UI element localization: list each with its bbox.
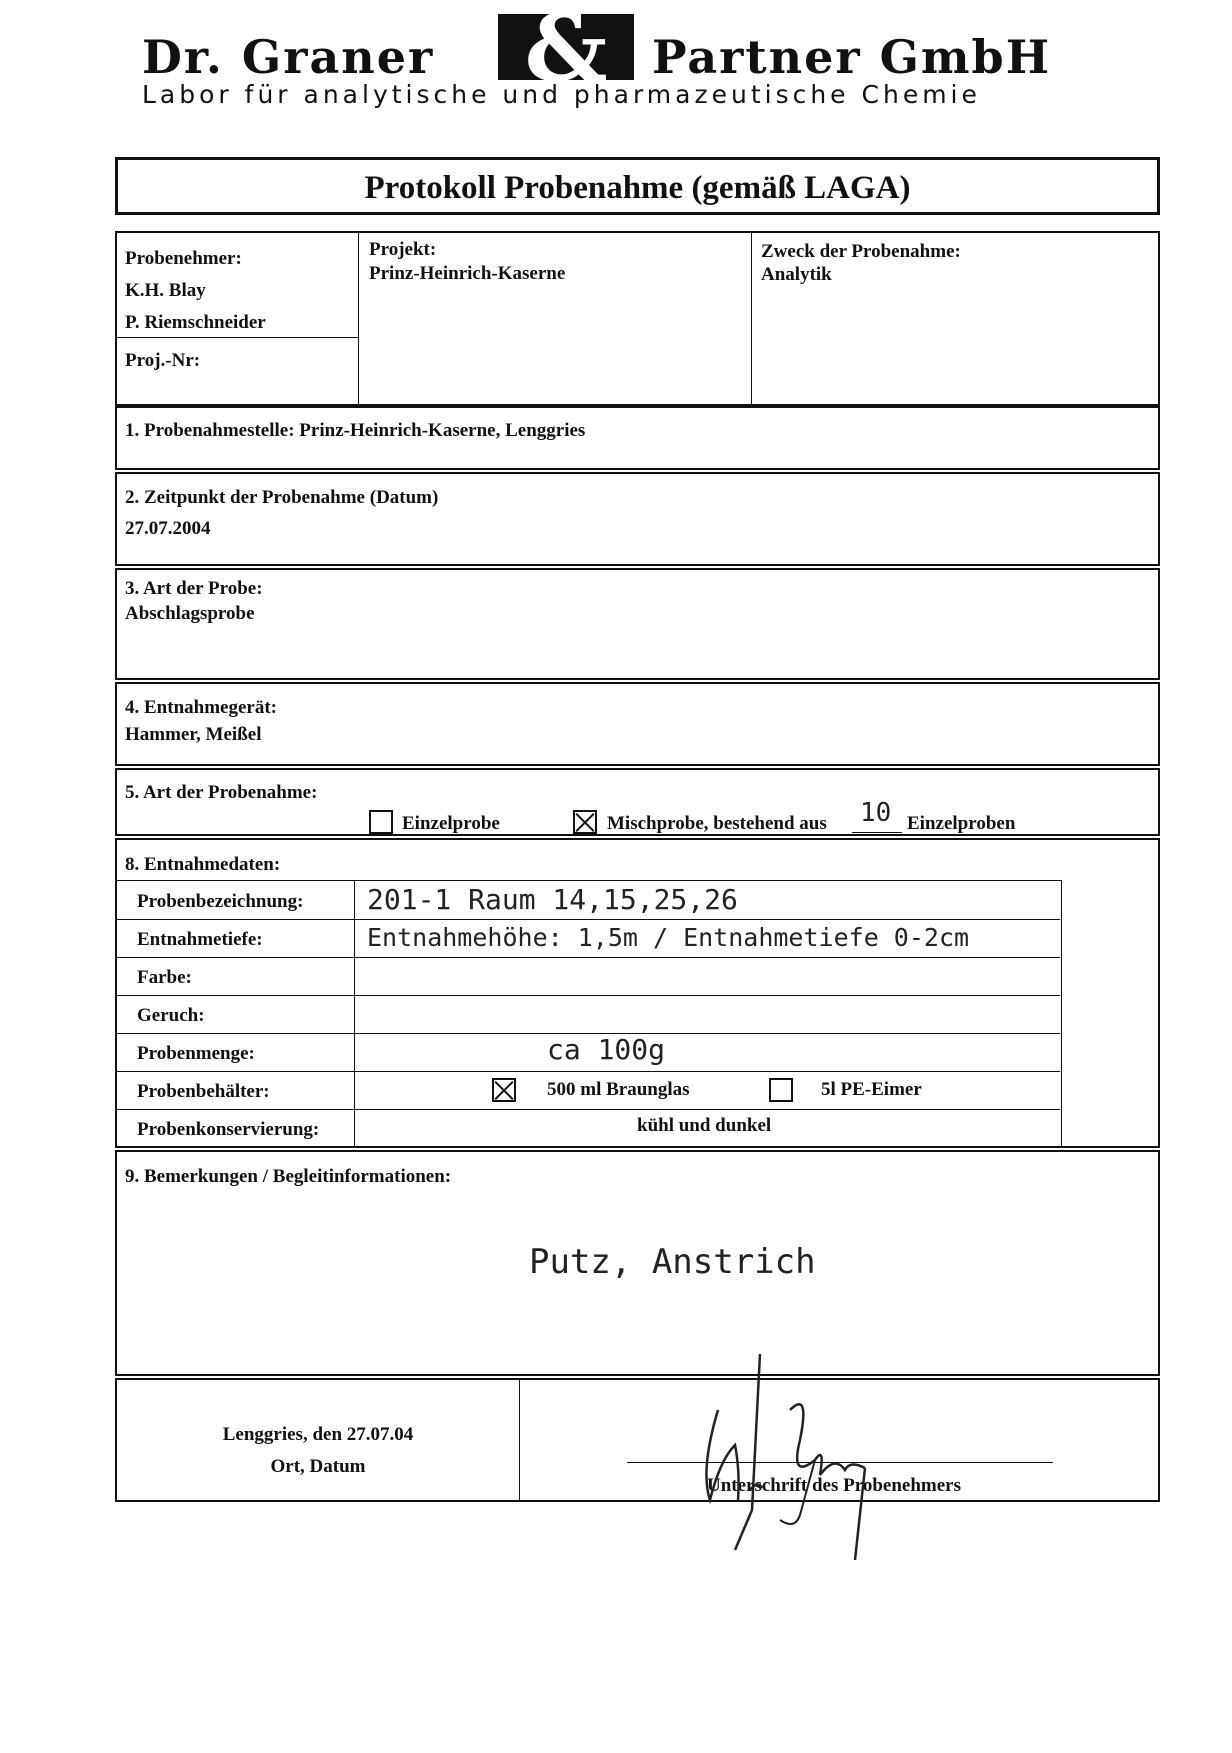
sample-quantity-value: ca 100g <box>547 1033 666 1066</box>
header-block <box>115 231 1160 406</box>
remarks-label: 9. Bemerkungen / Begleitinformationen: <box>125 1166 452 1187</box>
odor-label: Geruch: <box>137 1005 205 1026</box>
sample-designation-label: Probenbezeichnung: <box>137 891 304 912</box>
sampling-depth-value: Entnahmehöhe: 1,5m / Entnahmetiefe 0-2cm <box>367 923 970 952</box>
sampling-tool-label: 4. Entnahmegerät: <box>125 697 277 718</box>
handwritten-signature <box>640 1350 900 1560</box>
project-value: Prinz-Heinrich-Kaserne <box>369 263 566 284</box>
place-date-value: Lenggries, den 27.07.04 <box>222 1424 414 1445</box>
composite-sample-count-field <box>852 798 902 833</box>
sampling-depth-label: Entnahmetiefe: <box>137 929 263 950</box>
company-logo <box>498 0 634 102</box>
signature-block <box>115 1378 1160 1502</box>
letterhead <box>0 0 1232 120</box>
section-sampling-location <box>115 406 1160 470</box>
sample-type-value: Abschlagsprobe <box>125 603 255 624</box>
composite-sample-checkbox[interactable] <box>573 810 597 834</box>
pe-bucket-checkbox[interactable] <box>769 1078 793 1102</box>
composite-sample-suffix: Einzelproben <box>907 813 1016 834</box>
sampling-data-table <box>117 880 1062 1148</box>
project-label: Projekt: <box>369 239 437 260</box>
sampler-name-2: P. Riemschneider <box>125 312 266 333</box>
pe-bucket-label: 5l PE-Eimer <box>821 1079 922 1100</box>
color-label: Farbe: <box>137 967 192 988</box>
sampling-data-label: 8. Entnahmedaten: <box>125 854 281 875</box>
place-date-caption: Ort, Datum <box>270 1456 366 1477</box>
purpose-label: Zweck der Probenahme: <box>761 241 961 262</box>
brown-glass-label: 500 ml Braunglas <box>547 1079 690 1100</box>
sample-conservation-label: Probenkonservierung: <box>137 1119 320 1140</box>
remarks-value: Putz, Anstrich <box>529 1242 816 1282</box>
sampler-name-1: K.H. Blay <box>125 280 206 301</box>
single-sample-label: Einzelprobe <box>402 813 500 834</box>
company-name-right: Partner GmbH <box>652 30 1052 84</box>
sample-container-label: Probenbehälter: <box>137 1081 270 1102</box>
company-subtitle: Labor für analytische und pharmazeutische Chemie <box>142 80 981 109</box>
sampling-location-text: 1. Probenahmestelle: Prinz-Heinrich-Kaserne, Lenggries <box>125 420 586 441</box>
sample-conservation-value: kühl und dunkel <box>637 1115 772 1136</box>
company-name-left: Dr. Graner <box>142 30 435 84</box>
sample-type-label: 3. Art der Probe: <box>125 578 263 599</box>
composite-sample-count: 10 <box>860 798 892 828</box>
purpose-value: Analytik <box>761 264 832 285</box>
brown-glass-checkbox[interactable] <box>492 1078 516 1102</box>
sampling-method-label: 5. Art der Probenahme: <box>125 782 318 803</box>
sample-quantity-label: Probenmenge: <box>137 1043 255 1064</box>
section-sampling-method <box>115 768 1160 836</box>
section-sampling-data <box>115 838 1160 1148</box>
single-sample-checkbox[interactable] <box>369 810 393 834</box>
sampling-tool-value: Hammer, Meißel <box>125 724 262 745</box>
sampling-date-label: 2. Zeitpunkt der Probenahme (Datum) <box>125 487 439 508</box>
logo-ampersand: & <box>524 0 608 102</box>
sampling-date-value: 27.07.2004 <box>125 518 211 539</box>
section-sample-type <box>115 568 1160 680</box>
section-sampling-tool <box>115 682 1160 766</box>
section-sampling-date <box>115 472 1160 566</box>
project-number-label: Proj.-Nr: <box>125 350 201 371</box>
form-title-box <box>115 157 1160 215</box>
sampler-label: Probenehmer: <box>125 248 242 269</box>
signature-caption: Unterschrift des Probenehmers <box>707 1475 961 1496</box>
sample-designation-value: 201-1 Raum 14,15,25,26 <box>367 883 738 916</box>
section-remarks <box>115 1150 1160 1376</box>
form-title: Protokoll Probenahme (gemäß LAGA) <box>364 170 911 206</box>
composite-sample-prefix: Mischprobe, bestehend aus <box>607 813 827 834</box>
